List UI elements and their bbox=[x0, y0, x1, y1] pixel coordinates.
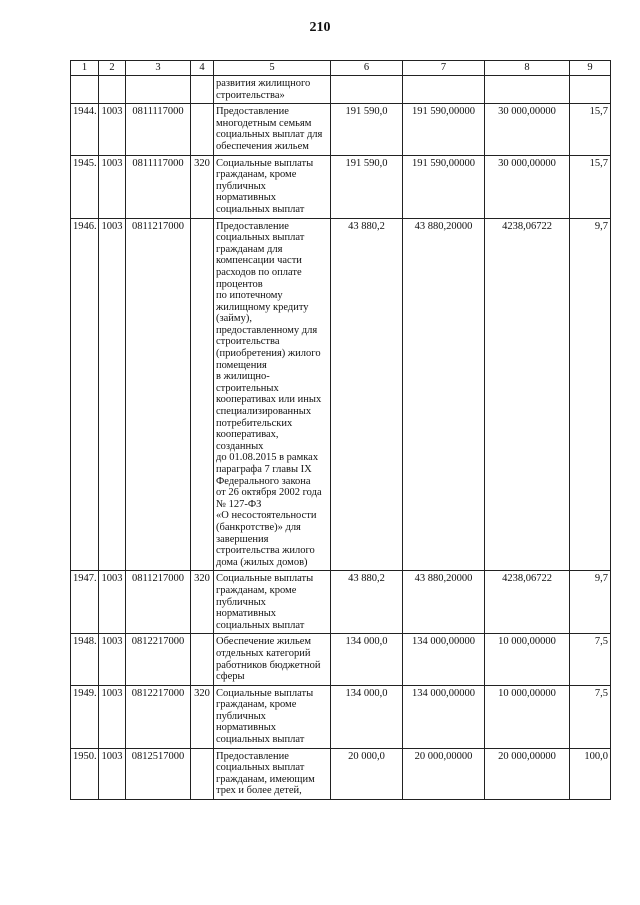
row-number: 1949. bbox=[71, 685, 99, 748]
value-col-6 bbox=[331, 76, 403, 104]
column-header-row bbox=[71, 61, 611, 76]
item-name: Предоставление социальных выплат гражданам для компенсации части расходов по оплате процентов по ипотечному жилищному кредиту (займу), предоставленному для строительства (приобретения) жилого помещения в жилищно- строительных кооперативах или иных специализированных потребительских кооперативах, созданных до 01.08.2015 в рамках параграфа 7 главы IX Федерального закона от 26 октября 2002 года № 127-ФЗ «О несостоятельности (банкротстве)» для завершения строительства жилого дома (жилых домов) bbox=[214, 218, 331, 571]
percent-col-9: 7,5 bbox=[570, 634, 611, 685]
target-article: 0812517000 bbox=[126, 748, 191, 799]
value-col-7: 20 000,00000 bbox=[403, 748, 485, 799]
section-code: 1003 bbox=[99, 571, 126, 634]
value-col-6: 134 000,0 bbox=[331, 634, 403, 685]
section-code bbox=[99, 76, 126, 104]
percent-col-9 bbox=[570, 76, 611, 104]
target-article bbox=[126, 76, 191, 104]
value-col-6: 43 880,2 bbox=[331, 571, 403, 634]
expense-type bbox=[191, 218, 214, 571]
value-col-8: 30 000,00000 bbox=[485, 155, 570, 218]
percent-col-9: 100,0 bbox=[570, 748, 611, 799]
target-article: 0811217000 bbox=[126, 571, 191, 634]
value-col-7: 191 590,00000 bbox=[403, 104, 485, 155]
item-name: Предоставление социальных выплат гражданам, имеющим трех и более детей, bbox=[214, 748, 331, 799]
item-name: развития жилищного строительства» bbox=[214, 76, 331, 104]
column-header: 8 bbox=[485, 61, 570, 76]
value-col-6: 134 000,0 bbox=[331, 685, 403, 748]
section-code: 1003 bbox=[99, 685, 126, 748]
expense-type bbox=[191, 634, 214, 685]
value-col-7: 134 000,00000 bbox=[403, 685, 485, 748]
expense-type: 320 bbox=[191, 155, 214, 218]
table-row bbox=[71, 104, 611, 155]
expense-type bbox=[191, 748, 214, 799]
column-header: 5 bbox=[214, 61, 331, 76]
budget-table bbox=[70, 60, 611, 800]
expense-type: 320 bbox=[191, 685, 214, 748]
row-number: 1944. bbox=[71, 104, 99, 155]
value-col-6: 191 590,0 bbox=[331, 155, 403, 218]
value-col-6: 191 590,0 bbox=[331, 104, 403, 155]
item-name: Социальные выплаты гражданам, кроме публичных нормативных социальных выплат bbox=[214, 685, 331, 748]
section-code: 1003 bbox=[99, 634, 126, 685]
row-number: 1948. bbox=[71, 634, 99, 685]
target-article: 0811117000 bbox=[126, 104, 191, 155]
section-code: 1003 bbox=[99, 218, 126, 571]
section-code: 1003 bbox=[99, 155, 126, 218]
column-header: 6 bbox=[331, 61, 403, 76]
target-article: 0812217000 bbox=[126, 634, 191, 685]
table-row bbox=[71, 76, 611, 104]
item-name: Социальные выплаты гражданам, кроме публичных нормативных социальных выплат bbox=[214, 155, 331, 218]
item-name: Обеспечение жильем отдельных категорий работников бюджетной сферы bbox=[214, 634, 331, 685]
row-number: 1946. bbox=[71, 218, 99, 571]
column-header: 1 bbox=[71, 61, 99, 76]
section-code: 1003 bbox=[99, 748, 126, 799]
value-col-8: 4238,06722 bbox=[485, 218, 570, 571]
column-header: 4 bbox=[191, 61, 214, 76]
row-number: 1947. bbox=[71, 571, 99, 634]
value-col-8: 10 000,00000 bbox=[485, 685, 570, 748]
percent-col-9: 7,5 bbox=[570, 685, 611, 748]
column-header: 3 bbox=[126, 61, 191, 76]
page-number: 210 bbox=[309, 20, 331, 35]
table-row bbox=[71, 571, 611, 634]
percent-col-9: 9,7 bbox=[570, 571, 611, 634]
expense-type bbox=[191, 76, 214, 104]
table-row bbox=[71, 634, 611, 685]
percent-col-9: 9,7 bbox=[570, 218, 611, 571]
expense-type bbox=[191, 104, 214, 155]
column-header: 2 bbox=[99, 61, 126, 76]
value-col-7: 43 880,20000 bbox=[403, 571, 485, 634]
table-row bbox=[71, 155, 611, 218]
table-row bbox=[71, 748, 611, 799]
value-col-8: 4238,06722 bbox=[485, 571, 570, 634]
section-code: 1003 bbox=[99, 104, 126, 155]
value-col-8: 30 000,00000 bbox=[485, 104, 570, 155]
value-col-6: 20 000,0 bbox=[331, 748, 403, 799]
value-col-7: 191 590,00000 bbox=[403, 155, 485, 218]
value-col-8: 20 000,00000 bbox=[485, 748, 570, 799]
table-row bbox=[71, 218, 611, 571]
table-row bbox=[71, 685, 611, 748]
expense-type: 320 bbox=[191, 571, 214, 634]
column-header: 9 bbox=[570, 61, 611, 76]
target-article: 0811117000 bbox=[126, 155, 191, 218]
percent-col-9: 15,7 bbox=[570, 104, 611, 155]
value-col-7: 43 880,20000 bbox=[403, 218, 485, 571]
value-col-6: 43 880,2 bbox=[331, 218, 403, 571]
item-name: Предоставление многодетным семьям социальных выплат для обеспечения жильем bbox=[214, 104, 331, 155]
value-col-7 bbox=[403, 76, 485, 104]
row-number bbox=[71, 76, 99, 104]
row-number: 1945. bbox=[71, 155, 99, 218]
row-number: 1950. bbox=[71, 748, 99, 799]
column-header: 7 bbox=[403, 61, 485, 76]
value-col-7: 134 000,00000 bbox=[403, 634, 485, 685]
item-name: Социальные выплаты гражданам, кроме публичных нормативных социальных выплат bbox=[214, 571, 331, 634]
target-article: 0811217000 bbox=[126, 218, 191, 571]
value-col-8 bbox=[485, 76, 570, 104]
percent-col-9: 15,7 bbox=[570, 155, 611, 218]
target-article: 0812217000 bbox=[126, 685, 191, 748]
value-col-8: 10 000,00000 bbox=[485, 634, 570, 685]
